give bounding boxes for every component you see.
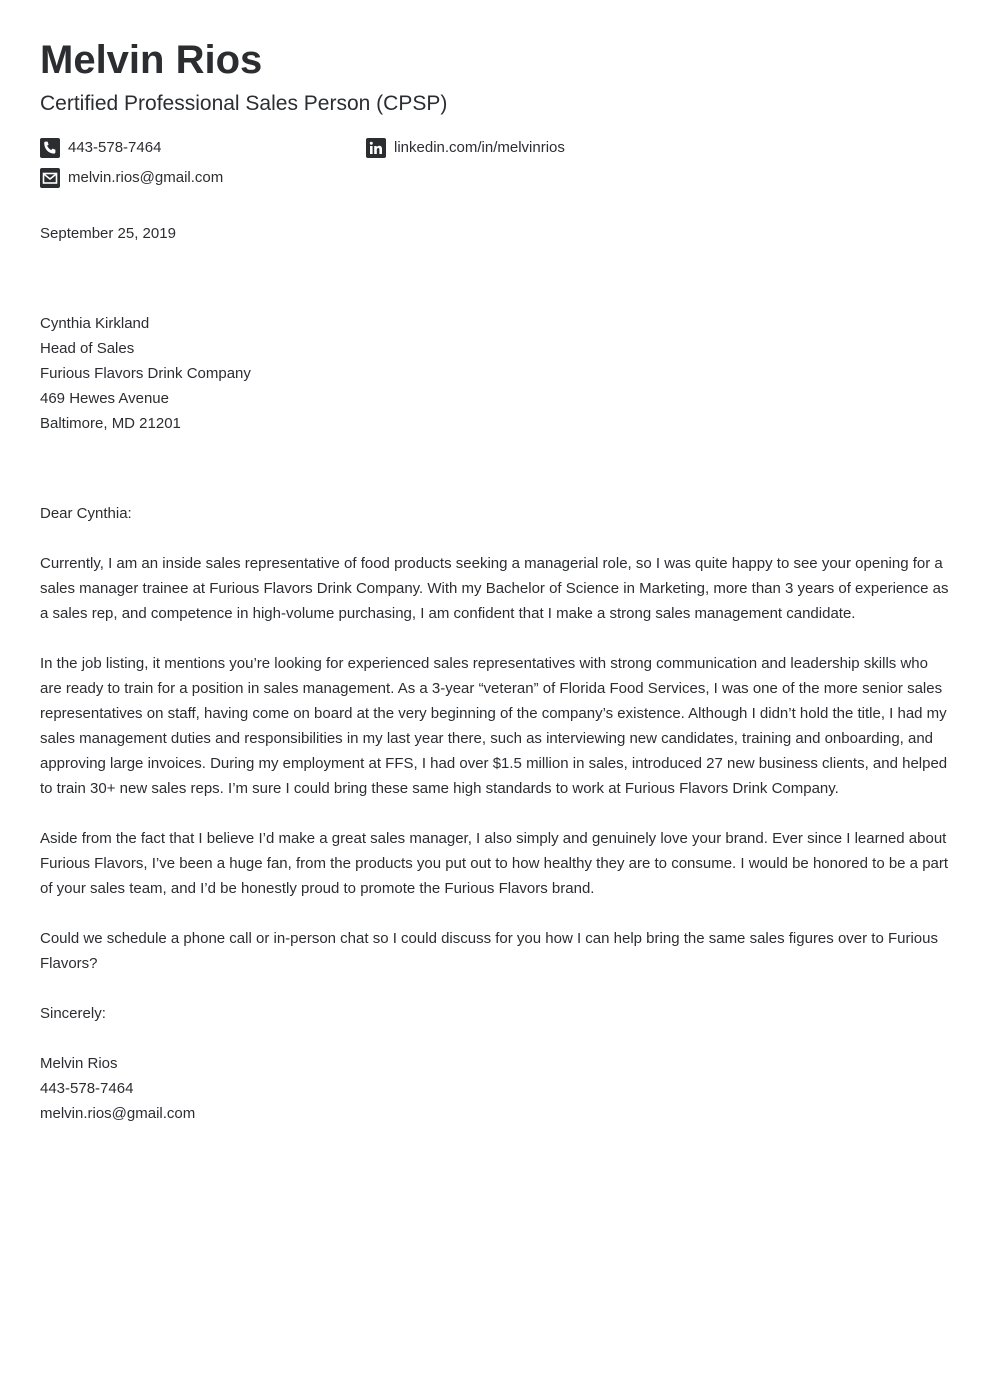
contact-email-text: melvin.rios@gmail.com [68,169,224,186]
recipient-role: Head of Sales [40,340,135,357]
sender-name: Melvin Rios [40,38,263,82]
letter-paragraph: Currently, I am an inside sales representative of food products seeking a managerial role, so I was quite happy to see your opening for a sales manager trainee at Furious Flavors Drink Company. With my Bachelor of Science in Marketing, more than 3 years of experience as a sales rep, and competence in high-volume purchasing, I am confident that I make a strong sales management candidate. [40,555,949,622]
recipient-street: 469 Hewes Avenue [40,390,169,407]
contact-email [40,168,223,188]
recipient-company: Furious Flavors Drink Company [40,365,251,382]
sender-job-title: Certified Professional Sales Person (CPSP) [40,92,448,115]
letter-closing: Sincerely: [40,1005,106,1022]
contact-phone-text: 443-578-7464 [68,139,162,156]
contact-phone [40,138,161,158]
signature-email: melvin.rios@gmail.com [40,1105,196,1122]
phone-icon [40,138,60,158]
letter-paragraph: Aside from the fact that I believe I’d make a great sales manager, I also simply and genuinely love your brand. Ever since I learned about Furious Flavors, I’ve been a huge fan, from the products you put out to how healthy they are to consume. I would be honored to be a part of your sales team, and I’d be honestly proud to promote the Furious Flavors brand. [40,830,949,897]
envelope-icon [40,168,60,188]
recipient-name: Cynthia Kirkland [40,315,150,332]
signature-phone: 443-578-7464 [40,1080,134,1097]
letter-paragraph: Could we schedule a phone call or in-person chat so I could discuss for you how I can help bring the same sales figures over to Furious Flavors? [40,930,938,972]
linkedin-icon [366,138,386,158]
contact-linkedin-text: linkedin.com/in/melvinrios [394,139,565,156]
signature-name: Melvin Rios [40,1055,118,1072]
letter-paragraph: In the job listing, it mentions you’re looking for experienced sales representatives with strong communication and leadership skills who are ready to train for a position in sales management. As a 3-year “veteran” of Florida Food Services, I was one of the more senior sales representatives on staff, having come on board at the very beginning of the company’s existence. Although I didn’t hold the title, I had my sales management duties and responsibilities in my last year there, such as interviewing new candidates, training and onboarding, and approving large invoices. During my employment at FFS, I had over $1.5 million in sales, introduced 27 new business clients, and helped to train 30+ new sales reps. I’m sure I could bring these same high standards to work at Furious Flavors Drink Company. [40,655,948,797]
recipient-city: Baltimore, MD 21201 [40,415,181,432]
contact-linkedin [366,138,565,158]
letter-date: September 25, 2019 [40,225,176,242]
letter-greeting: Dear Cynthia: [40,505,132,522]
